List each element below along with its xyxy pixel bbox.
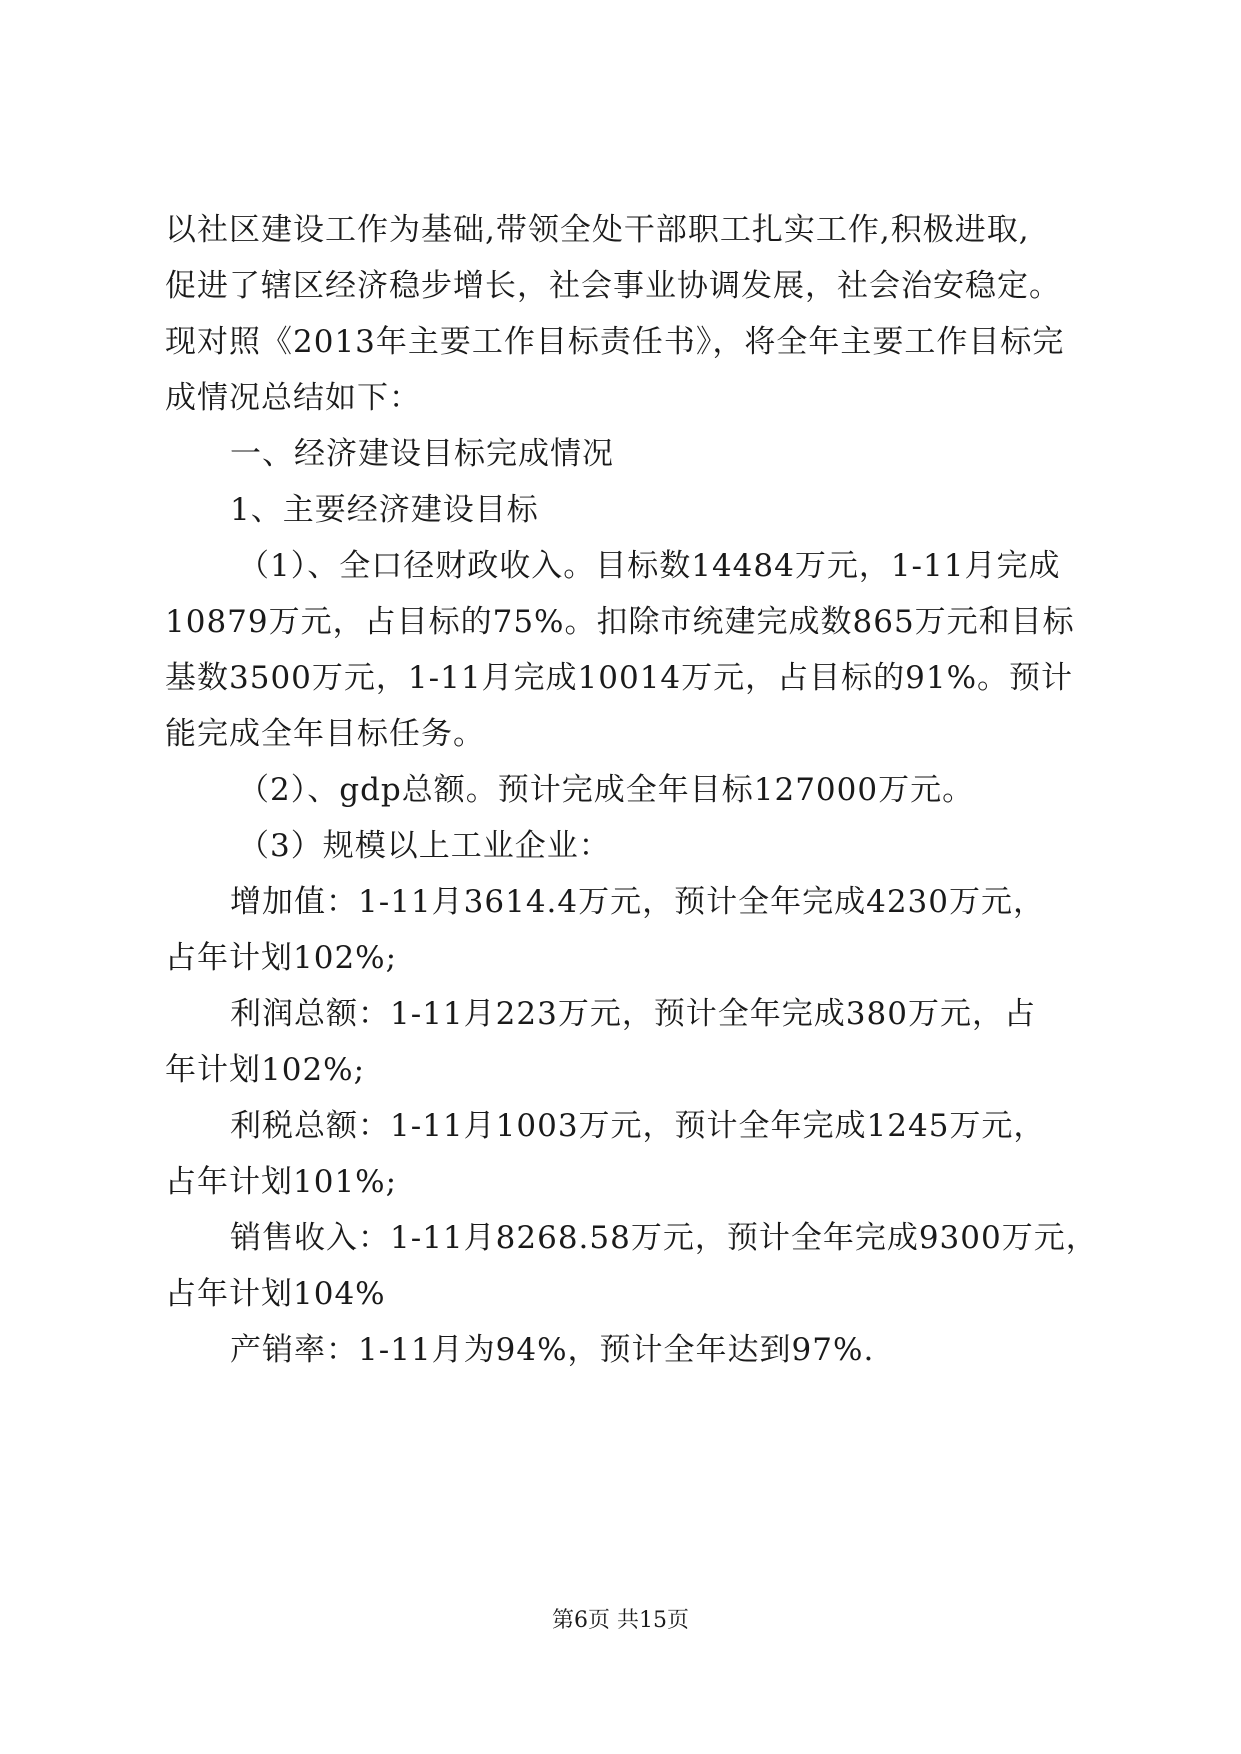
body-line: 销售收入：1-11月8268.58万元，预计全年完成9300万元， — [230, 1220, 1098, 1256]
body-line: 占年计划104% — [165, 1276, 386, 1312]
body-line: 利润总额：1-11月223万元，预计全年完成380万元，占 — [230, 996, 1036, 1032]
body-line: 产销率：1-11月为94%，预计全年达到97%. — [230, 1332, 875, 1368]
body-line: 能完成全年目标任务。 — [165, 716, 485, 752]
body-line: 利税总额：1-11月1003万元，预计全年完成1245万元， — [230, 1108, 1046, 1144]
body-line: 增加值：1-11月3614.4万元，预计全年完成4230万元， — [230, 884, 1046, 920]
body-line: 基数3500万元，1-11月完成10014万元，占目标的91%。预计 — [165, 660, 1074, 696]
body-line: 以社区建设工作为基础,带领全处干部职工扎实工作,积极进取, — [165, 212, 1030, 248]
body-line: 现对照《2013年主要工作目标责任书》，将全年主要工作目标完 — [165, 324, 1065, 360]
body-line: 促进了辖区经济稳步增长，社会事业协调发展，社会治安稳定。 — [165, 268, 1061, 304]
body-line: 成情况总结如下： — [165, 380, 421, 416]
section-heading: 一、经济建设目标完成情况 — [230, 436, 614, 472]
body-line: 年计划102%; — [165, 1052, 366, 1088]
body-line: 占年计划101%; — [165, 1164, 398, 1200]
body-line: 10879万元，占目标的75%。扣除市统建完成数865万元和目标 — [165, 604, 1075, 640]
page-number-footer: 第6页 共15页 — [552, 1608, 689, 1633]
body-line: （2）、gdp总额。预计完成全年目标127000万元。 — [238, 772, 975, 808]
body-line: （3）规模以上工业企业： — [238, 828, 611, 864]
body-line: 占年计划102%; — [165, 940, 398, 976]
subsection-heading: 1、主要经济建设目标 — [230, 492, 539, 528]
body-line: （1）、全口径财政收入。目标数14484万元，1-11月完成 — [238, 548, 1061, 584]
